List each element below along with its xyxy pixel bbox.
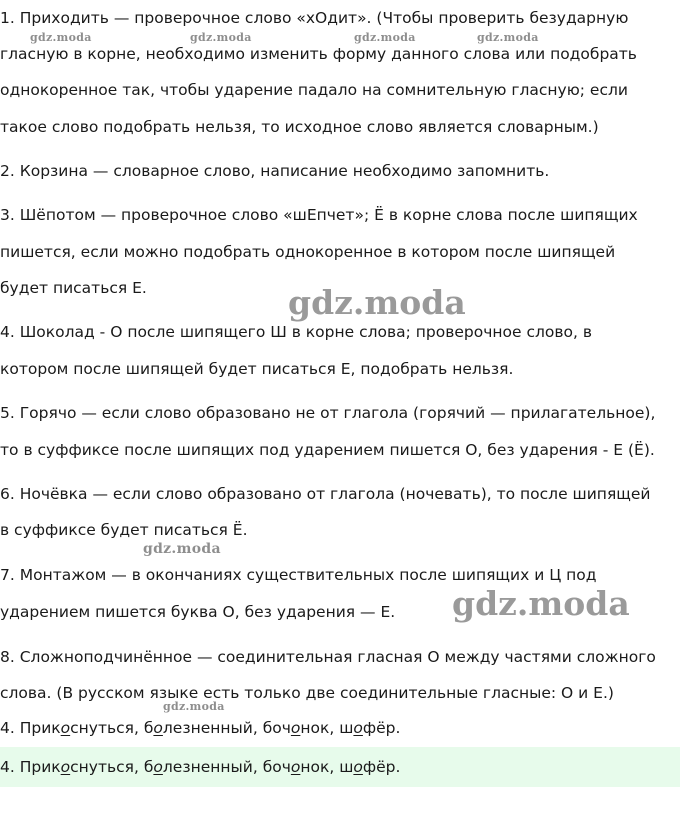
word-part: нок, — [300, 719, 340, 737]
text-line: то в суффиксе после шипящих под ударением пишется О, без ударения - Е (Ё). — [0, 441, 655, 459]
answer-number: 4. — [0, 758, 20, 776]
word-part: лезненный, — [162, 719, 263, 737]
watermark-large: gdz.moda — [452, 584, 630, 623]
watermark-large: gdz.moda — [288, 283, 466, 322]
word-part: фёр. — [362, 758, 401, 776]
text-line: в суффиксе будет писаться Ё. — [0, 521, 248, 539]
word-part: снуться, — [70, 719, 144, 737]
word-part: боч — [262, 719, 291, 737]
text-line: 1. Приходить — проверочное слово «хОдит». (Чтобы проверить безударную — [0, 9, 629, 27]
text-line: 7. Монтажом — в окончаниях существительных после шипящих и Ц под — [0, 566, 597, 584]
underlined-vowel: о — [353, 758, 363, 776]
word-part: Прик — [19, 758, 61, 776]
text-line: 5. Горячо — если слово образовано не от глагола (горячий — прилагательное), — [0, 404, 656, 422]
word-part: ш — [339, 719, 354, 737]
underlined-vowel: о — [153, 719, 163, 737]
word-part: б — [143, 719, 154, 737]
word-part: лезненный, — [162, 758, 263, 776]
answer-number: 4. — [0, 719, 20, 737]
answer-line — [0, 718, 400, 738]
text-line: 6. Ночёвка — если слово образовано от глагола (ночевать), то после шипящей — [0, 485, 651, 503]
text-line: котором после шипящей будет писаться Е, подобрать нельзя. — [0, 360, 514, 378]
text-line: 3. Шёпотом — проверочное слово «шЕпчет»; Ё в корне слова после шипящих — [0, 206, 638, 224]
text-line: однокоренное так, чтобы ударение падало на сомнительную гласную; если — [0, 81, 628, 99]
text-line: ударением пишется буква О, без ударения — Е. — [0, 603, 396, 621]
text-line: пишется, если можно подобрать однокоренное в котором после шипящей — [0, 243, 616, 261]
text-line: 4. Шоколад - О после шипящего Ш в корне слова; проверочное слово, в — [0, 323, 592, 341]
word-part: нок, — [300, 758, 340, 776]
answer-highlight-line — [0, 757, 400, 777]
underlined-vowel: о — [153, 758, 163, 776]
watermark-small: gdz.moda — [30, 31, 92, 44]
watermark-small: gdz.moda — [143, 541, 221, 557]
word-part: ш — [339, 758, 354, 776]
underlined-vowel: о — [60, 719, 71, 737]
underlined-vowel: о — [290, 758, 301, 776]
watermark-small: gdz.moda — [163, 700, 225, 713]
word-part: б — [143, 758, 154, 776]
underlined-vowel: о — [290, 719, 301, 737]
word-part: снуться, — [70, 758, 144, 776]
text-line: 2. Корзина — словарное слово, написание необходимо запомнить. — [0, 162, 550, 180]
watermark-small: gdz.moda — [354, 31, 416, 44]
text-line: 8. Сложноподчинённое — соединительная гласная О между частями сложного — [0, 648, 656, 666]
word-part: Прик — [19, 719, 61, 737]
word-part: фёр. — [362, 719, 401, 737]
watermark-small: gdz.moda — [190, 31, 252, 44]
underlined-vowel: о — [353, 719, 363, 737]
watermark-small: gdz.moda — [477, 31, 539, 44]
word-part: боч — [262, 758, 291, 776]
underlined-vowel: о — [60, 758, 71, 776]
text-line: слова. (В русском языке есть только две соединительные гласные: О и Е.) — [0, 684, 614, 702]
text-line: такое слово подобрать нельзя, то исходное слово является словарным.) — [0, 118, 599, 136]
text-line: будет писаться Е. — [0, 279, 147, 297]
text-line: гласную в корне, необходимо изменить форму данного слова или подобрать — [0, 45, 637, 63]
